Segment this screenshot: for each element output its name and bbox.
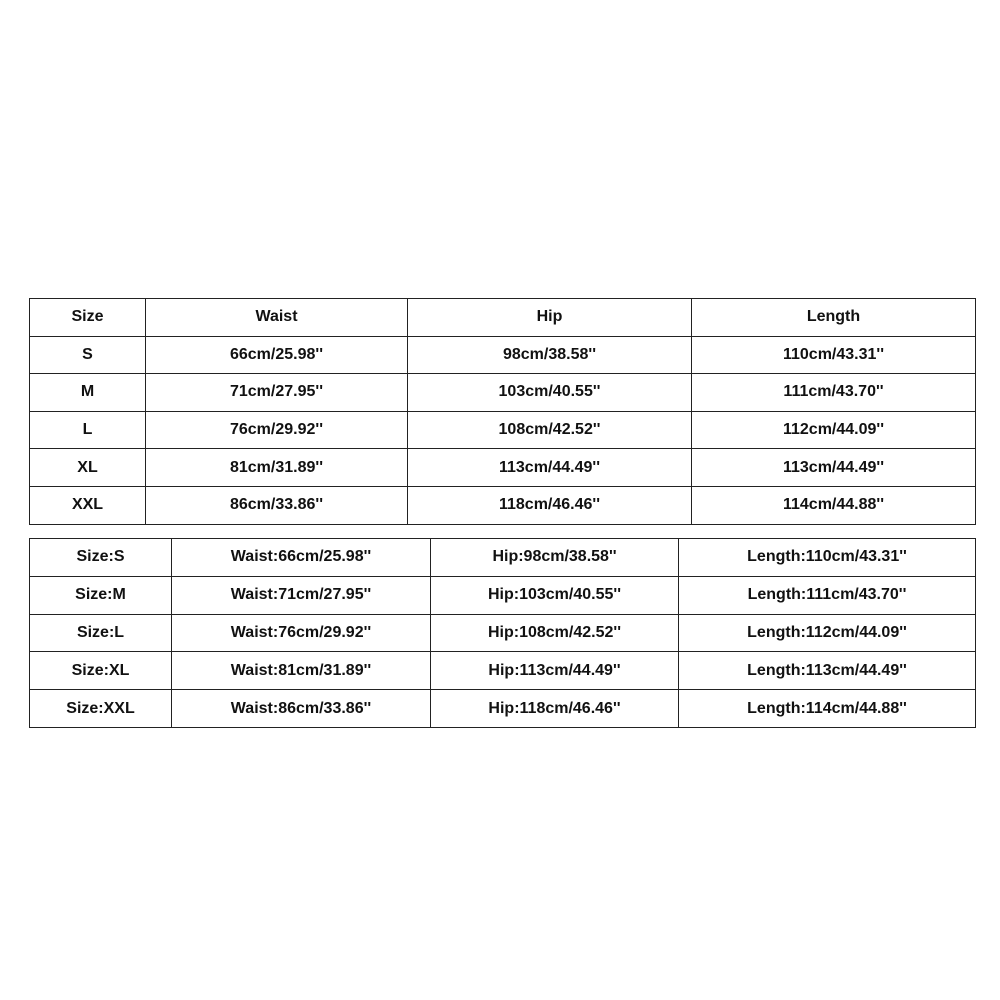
cell-hip: Hip:118cm/46.46'' bbox=[431, 690, 679, 728]
cell-waist: 86cm/33.86'' bbox=[146, 486, 408, 524]
table-row bbox=[30, 576, 976, 614]
cell-length: Length:112cm/44.09'' bbox=[679, 614, 976, 652]
table-row bbox=[30, 614, 976, 652]
header-waist: Waist bbox=[146, 299, 408, 337]
table-row bbox=[30, 449, 976, 487]
cell-waist: 81cm/31.89'' bbox=[146, 449, 408, 487]
cell-length: 112cm/44.09'' bbox=[692, 411, 976, 449]
labelled-size-chart-table bbox=[29, 538, 976, 728]
cell-hip: 113cm/44.49'' bbox=[408, 449, 692, 487]
cell-length: Length:110cm/43.31'' bbox=[679, 539, 976, 577]
cell-length: 113cm/44.49'' bbox=[692, 449, 976, 487]
cell-waist: Waist:81cm/31.89'' bbox=[172, 652, 431, 690]
header-hip: Hip bbox=[408, 299, 692, 337]
cell-length: Length:114cm/44.88'' bbox=[679, 690, 976, 728]
cell-length: Length:113cm/44.49'' bbox=[679, 652, 976, 690]
table-header-row bbox=[30, 299, 976, 337]
cell-hip: Hip:113cm/44.49'' bbox=[431, 652, 679, 690]
cell-size: Size:S bbox=[30, 539, 172, 577]
table-row bbox=[30, 336, 976, 374]
cell-hip: 98cm/38.58'' bbox=[408, 336, 692, 374]
header-size: Size bbox=[30, 299, 146, 337]
cell-length: 114cm/44.88'' bbox=[692, 486, 976, 524]
cell-hip: 108cm/42.52'' bbox=[408, 411, 692, 449]
cell-size: Size:XL bbox=[30, 652, 172, 690]
cell-waist: 76cm/29.92'' bbox=[146, 411, 408, 449]
header-length: Length bbox=[692, 299, 976, 337]
cell-size: L bbox=[30, 411, 146, 449]
table-row bbox=[30, 486, 976, 524]
table-row bbox=[30, 374, 976, 412]
cell-length: Length:111cm/43.70'' bbox=[679, 576, 976, 614]
cell-hip: 103cm/40.55'' bbox=[408, 374, 692, 412]
table-row bbox=[30, 652, 976, 690]
cell-size: Size:L bbox=[30, 614, 172, 652]
cell-waist: Waist:76cm/29.92'' bbox=[172, 614, 431, 652]
cell-hip: 118cm/46.46'' bbox=[408, 486, 692, 524]
table-row bbox=[30, 539, 976, 577]
cell-length: 110cm/43.31'' bbox=[692, 336, 976, 374]
cell-hip: Hip:103cm/40.55'' bbox=[431, 576, 679, 614]
cell-waist: Waist:66cm/25.98'' bbox=[172, 539, 431, 577]
cell-waist: Waist:86cm/33.86'' bbox=[172, 690, 431, 728]
cell-waist: Waist:71cm/27.95'' bbox=[172, 576, 431, 614]
cell-size: Size:M bbox=[30, 576, 172, 614]
table-row bbox=[30, 690, 976, 728]
table-row bbox=[30, 411, 976, 449]
cell-hip: Hip:108cm/42.52'' bbox=[431, 614, 679, 652]
cell-size: XL bbox=[30, 449, 146, 487]
cell-length: 111cm/43.70'' bbox=[692, 374, 976, 412]
cell-size: Size:XXL bbox=[30, 690, 172, 728]
cell-hip: Hip:98cm/38.58'' bbox=[431, 539, 679, 577]
cell-waist: 66cm/25.98'' bbox=[146, 336, 408, 374]
size-chart-table bbox=[29, 298, 976, 525]
cell-size: S bbox=[30, 336, 146, 374]
cell-size: XXL bbox=[30, 486, 146, 524]
cell-size: M bbox=[30, 374, 146, 412]
cell-waist: 71cm/27.95'' bbox=[146, 374, 408, 412]
